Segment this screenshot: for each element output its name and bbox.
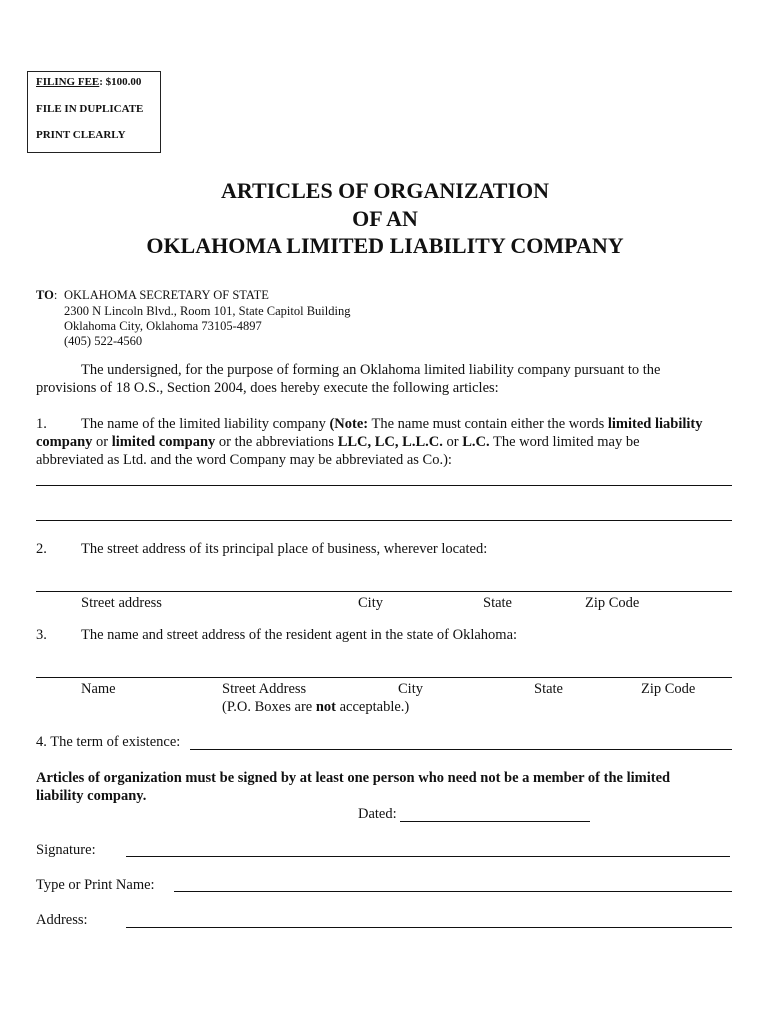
intro-line-1: The undersigned, for the purpose of forming an Oklahoma limited liability company pursuant to the: [81, 362, 661, 378]
title-line-1: ARTICLES OF ORGANIZATION: [220, 178, 550, 203]
zip-code-label: Zip Code: [585, 595, 640, 611]
city-label: City: [358, 595, 383, 611]
po-box-note: (P.O. Boxes are not acceptable.): [222, 699, 410, 715]
title-line-3: OKLAHOMA LIMITED LIABILITY COMPANY: [146, 233, 624, 258]
company-name-field-1[interactable]: [36, 485, 732, 486]
signing-note-line-2: liability company.: [36, 788, 147, 804]
principal-address-field[interactable]: [36, 591, 732, 592]
state-label: State: [483, 595, 512, 611]
street-address-label: Street address: [81, 595, 162, 611]
item-3-text: The name and street address of the resident agent in the state of Oklahoma:: [81, 627, 518, 643]
item-3-number: 3.: [36, 627, 47, 643]
agent-state-label: State: [534, 681, 563, 697]
item-1-line-3: abbreviated as Ltd. and the word Company may be abbreviated as Co.):: [36, 452, 452, 468]
recipient-phone: (405) 522-4560: [64, 334, 143, 348]
signature-label: Signature:: [36, 842, 96, 858]
file-in-duplicate: FILE IN DUPLICATE: [36, 103, 144, 115]
title-line-2: OF AN: [352, 206, 418, 231]
address-label: Address:: [36, 912, 88, 928]
date-field[interactable]: [400, 821, 590, 822]
address-field[interactable]: [126, 927, 732, 928]
recipient-city: Oklahoma City, Oklahoma 73105-4897: [64, 319, 262, 333]
to-label: TO:: [36, 288, 58, 302]
signing-note-line-1: Articles of organization must be signed by at least one person who need not be a member of the limited: [36, 770, 671, 786]
agent-zip-label: Zip Code: [641, 681, 696, 697]
signature-field[interactable]: [126, 856, 730, 857]
print-name-field[interactable]: [174, 891, 732, 892]
agent-name-label: Name: [81, 681, 116, 697]
resident-agent-field[interactable]: [36, 677, 732, 678]
filing-fee: FILING FEE: $100.00: [36, 76, 142, 88]
filing-info-box: [27, 71, 161, 153]
company-name-field-2[interactable]: [36, 520, 732, 521]
recipient-name: OKLAHOMA SECRETARY OF STATE: [64, 288, 269, 302]
print-name-label: Type or Print Name:: [36, 877, 155, 893]
print-clearly: PRINT CLEARLY: [36, 129, 126, 141]
item-1-line-1: The name of the limited liability company (Note: The name must contain either the words limited liability: [81, 416, 703, 432]
item-1-number: 1.: [36, 416, 47, 432]
intro-line-2: provisions of 18 O.S., Section 2004, does hereby execute the following articles:: [36, 380, 499, 396]
item-2-text: The street address of its principal place of business, wherever located:: [81, 541, 488, 557]
recipient-address: 2300 N Lincoln Blvd., Room 101, State Capitol Building: [64, 304, 351, 318]
dated-label: Dated:: [358, 806, 397, 822]
item-1-line-2: company or limited company or the abbreviations LLC, LC, L.L.C. or L.C. The word limited may be: [36, 434, 640, 450]
agent-street-label: Street Address: [222, 681, 307, 697]
term-of-existence-field[interactable]: [190, 749, 732, 750]
agent-city-label: City: [398, 681, 423, 697]
item-2-number: 2.: [36, 541, 47, 557]
term-of-existence-label: 4. The term of existence:: [36, 734, 181, 750]
